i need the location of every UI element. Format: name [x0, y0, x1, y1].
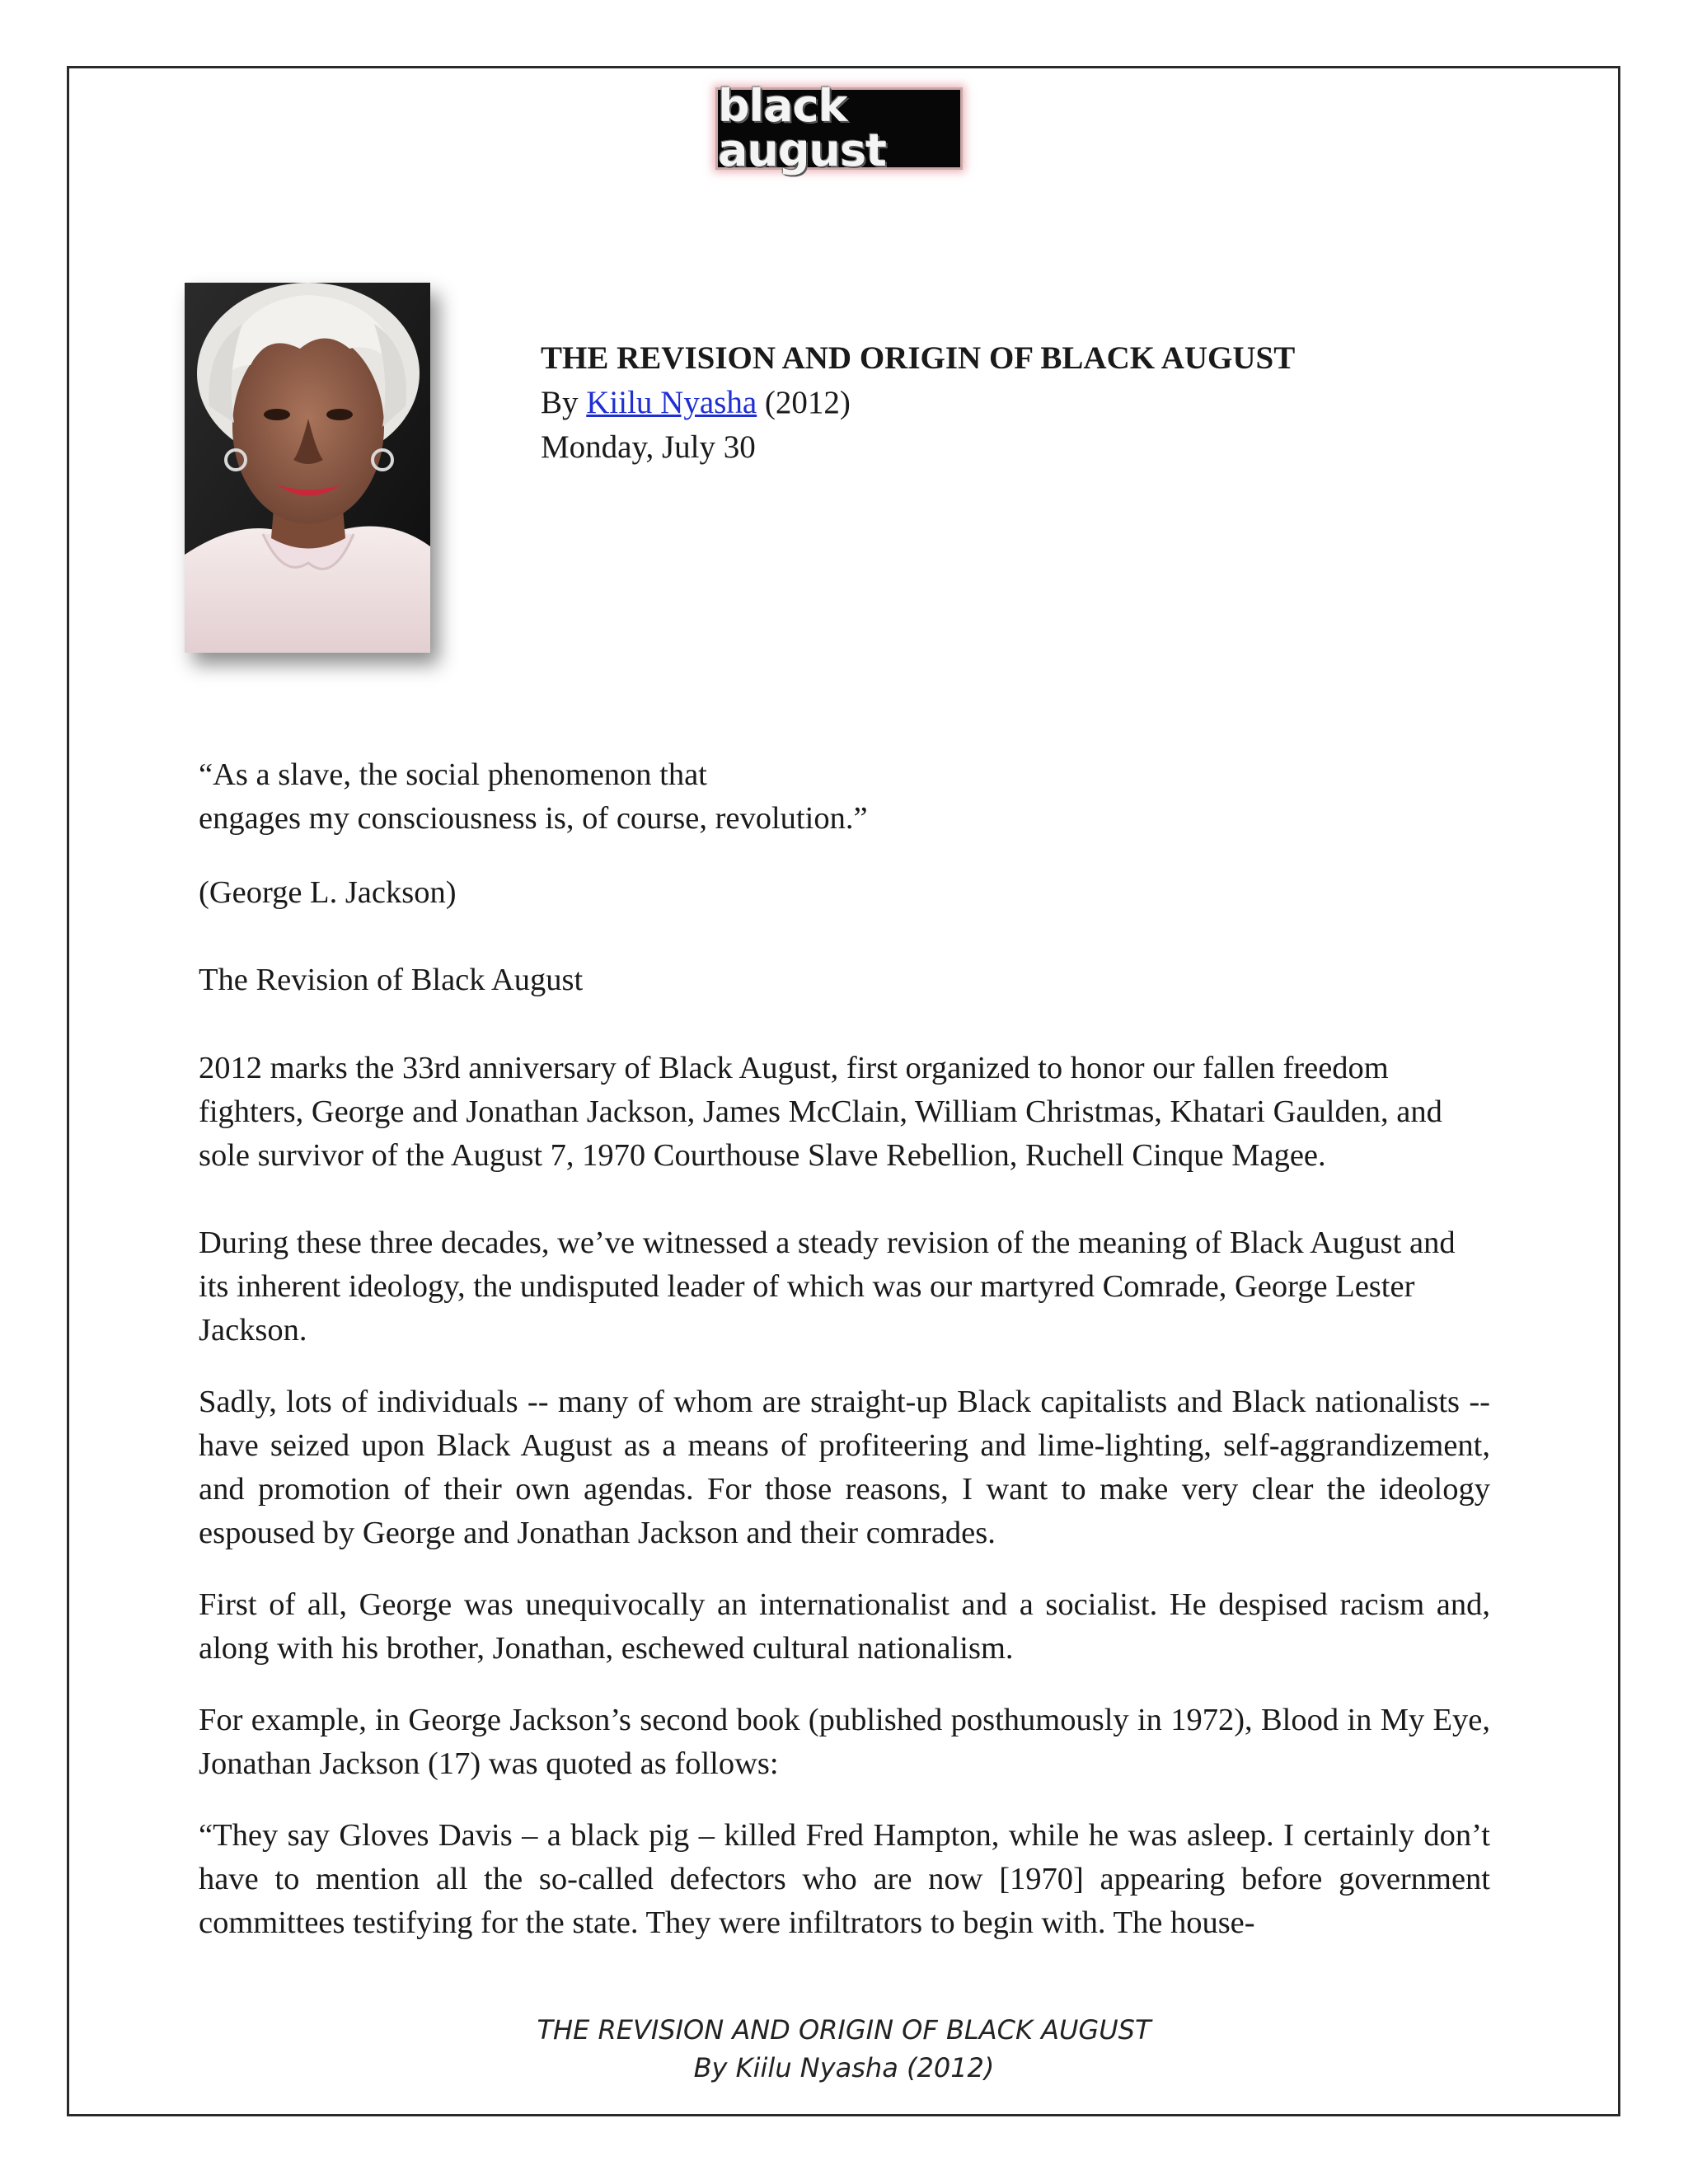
article-title: THE REVISION AND ORIGIN OF BLACK AUGUST: [541, 340, 1296, 376]
byline: [541, 381, 1295, 425]
author-link[interactable]: Kiilu Nyasha: [586, 385, 757, 420]
paragraph-1: 2012 marks the 33rd anniversary of Black August, first organized to honor our fallen freedom fighters, George and Jonathan Jackson, James McClain, William Christmas, Khatari Gaulden, and sole survivor of the August 7, 1970 Courthouse Slave Rebellion, Ruchell Cinque Magee.: [199, 1051, 1442, 1173]
logo-text: black august: [718, 80, 886, 176]
quote-line-2: engages my consciousness is, of course, revolution.”: [199, 801, 868, 836]
page-footer: [0, 2011, 1688, 2087]
article-header: [541, 336, 1295, 470]
byline-suffix: (2012): [757, 385, 851, 420]
black-august-logo: [715, 80, 963, 176]
quote-block: [199, 753, 1490, 841]
quote-attribution: (George L. Jackson): [199, 875, 457, 910]
author-portrait: [185, 283, 430, 653]
paragraph-5: For example, in George Jackson’s second book (published posthumously in 1972), Blood in My Eye, Jonathan Jackson (17) was quoted as follows:: [199, 1703, 1490, 1781]
footer-title: THE REVISION AND ORIGIN OF BLACK AUGUST: [537, 2014, 1151, 2046]
byline-prefix: By: [541, 385, 587, 420]
quote-line-1: “As a slave, the social phenomenon that: [199, 757, 707, 792]
paragraph-2: During these three decades, we’ve witnessed a steady revision of the meaning of Black August and its inherent ideology, the undisputed leader of which was our martyred Comrade, George Lester Jackson.: [199, 1226, 1456, 1347]
paragraph-3: Sadly, lots of individuals -- many of whom are straight-up Black capitalists and Black nationalists -- have seized upon Black August as a means of profiteering and lime-lighting, self-aggrandizement, and promotion of their own agendas. For those reasons, I want to make very clear the ideology espoused by George and Jonathan Jackson and their comrades.: [199, 1385, 1490, 1550]
section-heading: The Revision of Black August: [199, 963, 584, 997]
article-date: Monday, July 30: [541, 429, 756, 465]
footer-byline: By Kiilu Nyasha (2012): [693, 2052, 995, 2083]
paragraph-6: “They say Gloves Davis – a black pig – killed Fred Hampton, while he was asleep. I certainly don’t have to mention all the so-called defectors who are now [1970] appearing before government committees testifying for the state. They were infiltrators to begin with. The house-: [199, 1818, 1490, 1940]
paragraph-4: First of all, George was unequivocally an internationalist and a socialist. He despised racism and, along with his brother, Jonathan, eschewed cultural nationalism.: [199, 1587, 1490, 1666]
